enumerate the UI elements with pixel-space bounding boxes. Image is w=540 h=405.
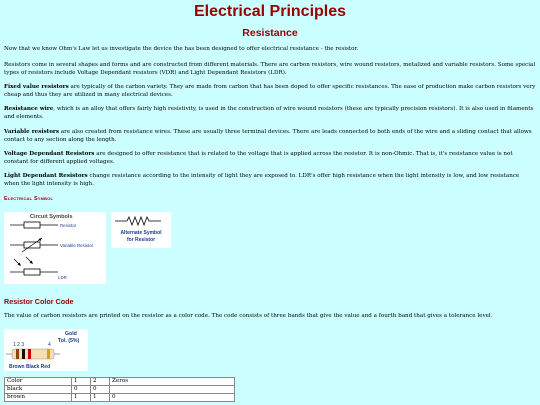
table-cell: 1 — [91, 394, 110, 402]
circuit-symbols-figure — [4, 212, 106, 284]
table-header-row — [5, 378, 235, 386]
band-2-black — [22, 349, 25, 359]
label-tolerance: Tol. (5%) — [58, 338, 80, 344]
table-header-cell: Zeros — [110, 378, 235, 386]
arrow-icon — [39, 238, 43, 241]
label-resistor: Resistor — [60, 223, 77, 228]
text-variable: are also created from resistance wires. These are usually three terminal devices. There are leads connected to both ends of the wire and a sliding contact that allows contact to any section along the length. — [4, 129, 532, 143]
paragraph-shapes: Resistors come in several shapes and forms and are constructed from different materials. There are carbon resistors, wire wound resistors, metalized and variable resistors. Some special types of resistors include Voltage Dependant resistors (VDR) and Light Dependant Resistors (LDR). — [4, 62, 536, 76]
text-ldr: change resistance according to the intensity of light they are exposed to. LDR's offer high resistance when the light intensity is low, and low resistance when the light intensity is high. — [4, 173, 520, 187]
electrical-symbol-heading: Electrical Symbol — [4, 196, 54, 202]
color-code-figure — [4, 329, 88, 371]
alternate-symbol-figure — [111, 212, 171, 248]
label-variable-resistor: Variable Resistor — [60, 243, 94, 248]
paragraph-wire — [4, 106, 536, 121]
alt-symbol-line1: Alternate Symbol — [120, 230, 162, 236]
color-code-table — [4, 377, 235, 402]
alternate-symbol-svg — [111, 212, 171, 248]
band-1-brown — [16, 349, 19, 359]
table-cell: 0 — [110, 394, 235, 402]
label-ldr: LDR — [58, 275, 67, 280]
alt-symbol-line2: for Resistor — [126, 237, 156, 243]
label-band-colors: Brown Black Red — [9, 364, 51, 370]
text-wire: , which is an alloy that offers fairly high resistivity, is used in the construction of wire wound resistors (these are typically precision resistors). It is also used in filaments and elements. — [4, 106, 534, 120]
term-variable: Variable resistors — [4, 129, 60, 135]
paragraph-ldr — [4, 173, 536, 188]
text-fixed: are typically of the carbon variety. They are made from carbon that has been doped to offer specific resistances. The ease of production make carbon resistors very cheap and thus they are utilized in many electrical devices. — [4, 84, 536, 98]
color-code-heading: Resistor Color Code — [4, 297, 74, 306]
table-cell — [110, 386, 235, 394]
band-4-gold — [47, 349, 50, 359]
band-3-red — [28, 349, 31, 359]
table-row — [5, 386, 235, 394]
paragraph-fixed — [4, 84, 536, 99]
circuit-symbols-title: Circuit Symbols — [30, 214, 73, 220]
paragraph-vdr — [4, 151, 536, 166]
table-cell: 1 — [72, 394, 91, 402]
table-cell: 0 — [91, 386, 110, 394]
page-title: Electrical Principles — [193, 3, 347, 20]
paragraph-variable — [4, 129, 536, 144]
label-gold: Gold — [65, 331, 77, 337]
table-cell: 0 — [72, 386, 91, 394]
term-wire: Resistance wire — [4, 106, 54, 112]
circuit-symbols-svg — [4, 212, 106, 284]
ldr-symbol — [24, 269, 40, 275]
section-title: Resistance — [242, 27, 298, 39]
term-ldr: Light Dependant Resistors — [4, 173, 88, 179]
table-cell: brown — [5, 394, 72, 402]
resistor-symbol — [24, 222, 40, 228]
term-vdr: Voltage Dependant Resistors — [4, 151, 95, 157]
term-fixed: Fixed value resistors — [4, 84, 69, 90]
color-code-svg — [4, 329, 88, 371]
table-header-cell: 1 — [72, 378, 91, 386]
label-band-four: 4 — [48, 342, 51, 348]
table-header-cell: 2 — [91, 378, 110, 386]
label-band-numbers: 1 2 3 — [13, 342, 25, 348]
text-vdr: are designed to offer resistance that is related to the voltage that is applied across the resistor. It is non-Ohmic. That is, it's resistance value is not constant for different applied voltages. — [4, 151, 513, 165]
table-cell: black — [5, 386, 72, 394]
zigzag-resistor-symbol — [115, 217, 161, 225]
table-header-cell: Color — [5, 378, 72, 386]
table-row — [5, 394, 235, 402]
paragraph-intro: Now that we know Ohm's Law let us investigate the device the has been designed to offer electrical resistance - the resistor. — [4, 46, 359, 52]
paragraph-color-code: The value of carbon resistors are printed on the resistor as a color code. The code consists of three bands that give the value and a fourth band that gives a tolerance level. — [4, 313, 493, 319]
